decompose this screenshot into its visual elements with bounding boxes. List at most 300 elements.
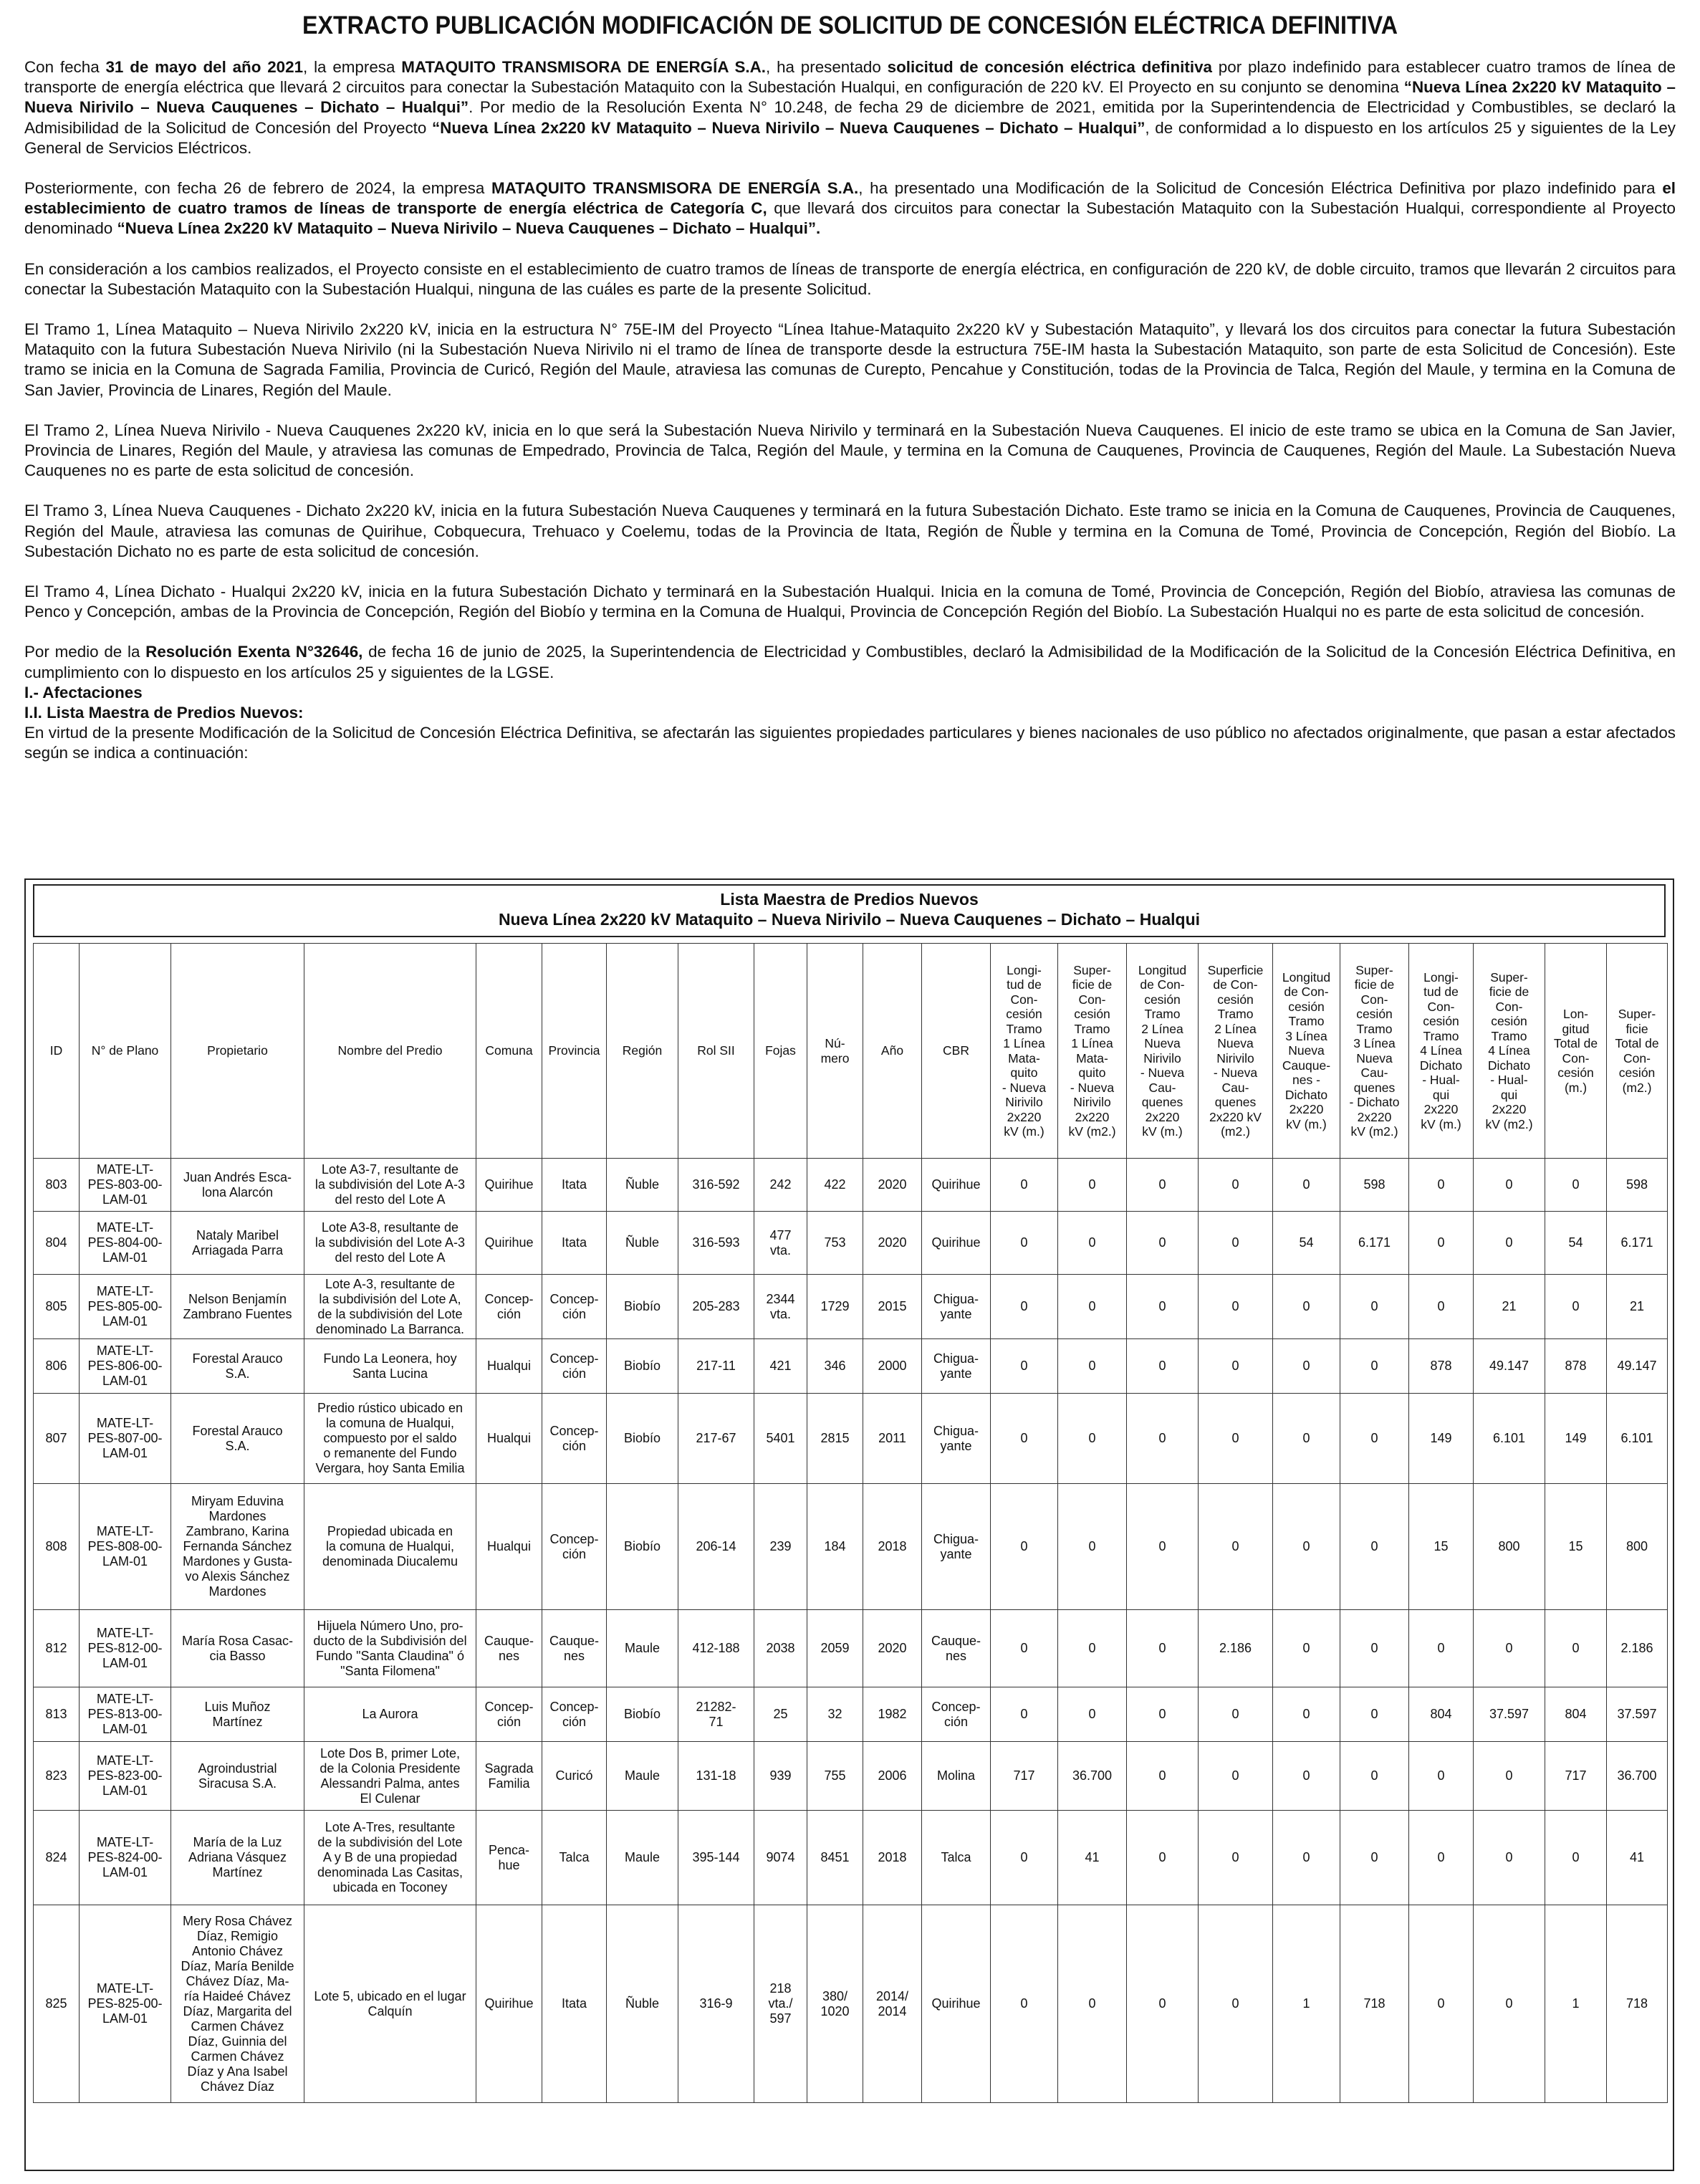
table-cell: Forestal Arauco S.A. bbox=[171, 1339, 304, 1394]
table-cell: Quirihue bbox=[476, 1905, 542, 2103]
column-header: Super- ficie de Con- cesión Tramo 3 Línea Nueva Cau- quenes - Dichato 2x220 kV (m2.) bbox=[1340, 944, 1409, 1159]
table-cell: 825 bbox=[34, 1905, 80, 2103]
table-cell: Fundo La Leonera, hoy Santa Lucina bbox=[304, 1339, 476, 1394]
table-cell: 0 bbox=[1127, 1610, 1199, 1687]
table-title-box bbox=[33, 884, 1666, 937]
table-cell: 346 bbox=[807, 1339, 863, 1394]
column-header: Rol SII bbox=[678, 944, 754, 1159]
table-cell: 217-11 bbox=[678, 1339, 754, 1394]
table-cell: Chigua- yante bbox=[922, 1339, 991, 1394]
table-row bbox=[34, 1610, 1668, 1687]
column-header: Super- ficie Total de Con- cesión (m2.) bbox=[1607, 944, 1668, 1159]
table-cell: 800 bbox=[1607, 1484, 1668, 1610]
paragraph-3 bbox=[24, 259, 1676, 300]
table-cell: 0 bbox=[1199, 1212, 1273, 1275]
table-cell: 2018 bbox=[863, 1811, 922, 1905]
column-header: Super- ficie de Con- cesión Tramo 1 Línea Mata- quito - Nueva Nirivilo 2x220 kV (m2.) bbox=[1058, 944, 1127, 1159]
column-header: Lon- gitud Total de Con- cesión (m.) bbox=[1545, 944, 1607, 1159]
table-cell: 807 bbox=[34, 1394, 80, 1484]
column-header: N° de Plano bbox=[80, 944, 171, 1159]
table-cell: 823 bbox=[34, 1742, 80, 1811]
table-cell: Lote 5, ubicado en el lugar Calquín bbox=[304, 1905, 476, 2103]
table-row bbox=[34, 1742, 1668, 1811]
table-cell: Quirihue bbox=[922, 1212, 991, 1275]
table-cell: Cauque- nes bbox=[922, 1610, 991, 1687]
text-run: , de conformidad a lo dispuesto en los artículos 25 y siguientes de la Ley General de Servicios Eléctricos. bbox=[24, 118, 1676, 157]
table-cell: 813 bbox=[34, 1687, 80, 1742]
table-cell: 0 bbox=[1127, 1811, 1199, 1905]
table-cell: MATE-LT- PES-824-00- LAM-01 bbox=[80, 1811, 171, 1905]
table-cell: Luis Muñoz Martínez bbox=[171, 1687, 304, 1742]
paragraph-1 bbox=[24, 57, 1676, 158]
table-header-row bbox=[34, 944, 1668, 1159]
table-cell: 21 bbox=[1474, 1275, 1545, 1339]
table-cell: Maule bbox=[607, 1811, 678, 1905]
predios-table-frame bbox=[24, 878, 1674, 2171]
table-cell: 412-188 bbox=[678, 1610, 754, 1687]
table-cell: 0 bbox=[1058, 1394, 1127, 1484]
table-cell: 184 bbox=[807, 1484, 863, 1610]
table-cell: 8451 bbox=[807, 1811, 863, 1905]
table-cell: Hualqui bbox=[476, 1339, 542, 1394]
table-cell: 0 bbox=[1340, 1394, 1409, 1484]
table-cell: Biobío bbox=[607, 1394, 678, 1484]
table-cell: Sagrada Familia bbox=[476, 1742, 542, 1811]
table-cell: 37.597 bbox=[1607, 1687, 1668, 1742]
table-cell: María de la Luz Adriana Vásquez Martínez bbox=[171, 1811, 304, 1905]
paragraph-6 bbox=[24, 501, 1676, 562]
bold-run: 31 de mayo del año 2021 bbox=[105, 58, 304, 76]
table-cell: Talca bbox=[922, 1811, 991, 1905]
table-cell: Cauque- nes bbox=[476, 1610, 542, 1687]
table-cell: 878 bbox=[1545, 1339, 1607, 1394]
table-cell: 0 bbox=[1409, 1610, 1474, 1687]
table-row bbox=[34, 1905, 1668, 2103]
paragraphs bbox=[24, 57, 1676, 683]
table-cell: 380/ 1020 bbox=[807, 1905, 863, 2103]
table-cell: 205-283 bbox=[678, 1275, 754, 1339]
table-cell: 718 bbox=[1340, 1905, 1409, 2103]
text-run: El Tramo 4, Línea Dichato - Hualqui 2x220 kV, inicia en la futura Subestación Dichato y terminará en la Subestación Hualqui. Inicia en la comuna de Tomé, Provincia de Concepción, Región del Biobío, atraviesa las comunas de Penco y Concepción, ambas de la Provincia de Concepción, Región del Biobío y termina en la Comuna de Hualqui, Provincia de Concepción Región del Biobío. La Subestación Hualqui no es parte de esta solicitud de concesión. bbox=[24, 583, 1676, 621]
table-cell: 0 bbox=[1199, 1394, 1273, 1484]
table-cell: 217-67 bbox=[678, 1394, 754, 1484]
table-cell: La Aurora bbox=[304, 1687, 476, 1742]
table-cell: 239 bbox=[754, 1484, 807, 1610]
document-title: EXTRACTO PUBLICACIÓN MODIFICACIÓN DE SOLICITUD DE CONCESIÓN ELÉCTRICA DEFINITIVA bbox=[302, 11, 1398, 39]
text-run: que llevará dos circuitos para conectar la Subestación Mataquito con la Subestación Hualqui, correspondiente al Proyecto denominado bbox=[24, 199, 1676, 238]
bold-run: el establecimiento de cuatro tramos de líneas de transporte de energía eléctrica de Categoría C, bbox=[24, 179, 1676, 218]
table-cell: 421 bbox=[754, 1339, 807, 1394]
table-cell: 422 bbox=[807, 1159, 863, 1212]
table-cell: Talca bbox=[542, 1811, 607, 1905]
table-cell: 0 bbox=[1545, 1275, 1607, 1339]
table-cell: Curicó bbox=[542, 1742, 607, 1811]
table-cell: 808 bbox=[34, 1484, 80, 1610]
table-cell: 0 bbox=[1273, 1742, 1340, 1811]
table-cell: 54 bbox=[1273, 1212, 1340, 1275]
table-cell: 149 bbox=[1409, 1394, 1474, 1484]
table-cell: Concep- ción bbox=[542, 1394, 607, 1484]
table-cell: Miryam Eduvina Mardones Zambrano, Karina Fernanda Sánchez Mardones y Gusta- vo Alexis Sánchez Mardones bbox=[171, 1484, 304, 1610]
table-cell: 149 bbox=[1545, 1394, 1607, 1484]
table-cell: 803 bbox=[34, 1159, 80, 1212]
table-cell: 0 bbox=[1340, 1275, 1409, 1339]
text-run: El Tramo 3, Línea Nueva Cauquenes - Dichato 2x220 kV, inicia en la futura Subestación Nueva Cauquenes y terminará en la futura Subestación Dichato. Este tramo se inicia en la Comuna de Cauquenes, Provincia de Cauquenes, Región del Maule, atraviesa las comunas de Quirihue, Cobquecura, Trehuaco y Coelemu, todas de la Provincia de Itata, Región de Ñuble y termina en la Comuna de Tomé, Provincia de Concepción, Región del Biobío. La Subestación Dichato no es parte de esta solicitud de concesión. bbox=[24, 502, 1676, 560]
table-cell: 49.147 bbox=[1607, 1339, 1668, 1394]
table-cell: 2014/ 2014 bbox=[863, 1905, 922, 2103]
column-header: Nombre del Predio bbox=[304, 944, 476, 1159]
table-title-line2: Nueva Línea 2x220 kV Mataquito – Nueva Nirivilo – Nueva Cauquenes – Dichato – Hualqui bbox=[498, 910, 1201, 929]
table-cell: 2018 bbox=[863, 1484, 922, 1610]
column-header: Longitud de Con- cesión Tramo 3 Línea Nueva Cauque- nes - Dichato 2x220 kV (m.) bbox=[1273, 944, 1340, 1159]
table-cell: 0 bbox=[1199, 1275, 1273, 1339]
table-cell: 878 bbox=[1409, 1339, 1474, 1394]
table-cell: 0 bbox=[1127, 1905, 1199, 2103]
table-cell: 0 bbox=[1409, 1275, 1474, 1339]
bold-run: MATAQUITO TRANSMISORA DE ENERGÍA S.A. bbox=[491, 179, 859, 198]
table-cell: Predio rústico ubicado en la comuna de Hualqui, compuesto por el saldo o remanente del Fundo Vergara, hoy Santa Emilia bbox=[304, 1394, 476, 1484]
table-cell: Biobío bbox=[607, 1339, 678, 1394]
table-cell: 800 bbox=[1474, 1484, 1545, 1610]
table-cell: Maule bbox=[607, 1610, 678, 1687]
text-run: por plazo indefinido para establecer cuatro tramos de línea de transporte de energía eléctrica que llevará 2 circuitos para conectar la Subestación Mataquito con la Subestación Hualqui, en configuración de 220 kV. El Proyecto en su conjunto se denomina bbox=[24, 58, 1676, 97]
table-cell: 0 bbox=[1340, 1339, 1409, 1394]
table-cell: 0 bbox=[1474, 1742, 1545, 1811]
table-cell: Juan Andrés Esca- lona Alarcón bbox=[171, 1159, 304, 1212]
table-cell: Propiedad ubicada en la comuna de Hualqui, denominada Diucalemu bbox=[304, 1484, 476, 1610]
table-cell: 0 bbox=[1340, 1484, 1409, 1610]
table-cell: 717 bbox=[991, 1742, 1058, 1811]
table-cell: 0 bbox=[1058, 1159, 1127, 1212]
table-cell: 0 bbox=[991, 1212, 1058, 1275]
table-cell: Penca- hue bbox=[476, 1811, 542, 1905]
table-cell: Lote A3-7, resultante de la subdivisión del Lote A-3 del resto del Lote A bbox=[304, 1159, 476, 1212]
table-cell: 2344 vta. bbox=[754, 1275, 807, 1339]
table-cell: 6.101 bbox=[1474, 1394, 1545, 1484]
table-cell: Lote A-Tres, resultante de la subdivisión del Lote A y B de una propiedad denominada Las Casitas, ubicada en Toconey bbox=[304, 1811, 476, 1905]
table-cell: 15 bbox=[1545, 1484, 1607, 1610]
table-title-line1: Lista Maestra de Predios Nuevos bbox=[720, 890, 979, 909]
table-cell: 41 bbox=[1607, 1811, 1668, 1905]
text-run: Por medio de la bbox=[24, 643, 146, 661]
table-cell: 1 bbox=[1273, 1905, 1340, 2103]
table-cell: 0 bbox=[1199, 1484, 1273, 1610]
table-cell: 477 vta. bbox=[754, 1212, 807, 1275]
table-cell: Chigua- yante bbox=[922, 1484, 991, 1610]
table-cell: 131-18 bbox=[678, 1742, 754, 1811]
table-cell: 0 bbox=[1409, 1212, 1474, 1275]
table-cell: 0 bbox=[1273, 1394, 1340, 1484]
table-cell: 0 bbox=[991, 1687, 1058, 1742]
table-row bbox=[34, 1484, 1668, 1610]
table-cell: 316-9 bbox=[678, 1905, 754, 2103]
table-cell: 6.101 bbox=[1607, 1394, 1668, 1484]
table-row bbox=[34, 1212, 1668, 1275]
table-cell: 2000 bbox=[863, 1339, 922, 1394]
table-cell: 0 bbox=[1409, 1742, 1474, 1811]
table-cell: 598 bbox=[1607, 1159, 1668, 1212]
paragraph-4 bbox=[24, 320, 1676, 401]
table-cell: 2059 bbox=[807, 1610, 863, 1687]
table-cell: 6.171 bbox=[1607, 1212, 1668, 1275]
section-heading: I.- Afectaciones bbox=[24, 683, 143, 701]
table-cell: Hualqui bbox=[476, 1394, 542, 1484]
column-header: Longitud de Con- cesión Tramo 2 Línea Nueva Nirivilo - Nueva Cau- quenes 2x220 kV (m.) bbox=[1127, 944, 1199, 1159]
bold-run: “Nueva Línea 2x220 kV Mataquito – Nueva Nirivilo – Nueva Cauquenes – Dichato – Hualqui”. bbox=[117, 219, 821, 238]
text-run: , la empresa bbox=[303, 58, 402, 76]
table-cell: 0 bbox=[1474, 1905, 1545, 2103]
table-cell: Concep- ción bbox=[476, 1687, 542, 1742]
column-header: ID bbox=[34, 944, 80, 1159]
table-row bbox=[34, 1811, 1668, 1905]
table-cell: 0 bbox=[1340, 1610, 1409, 1687]
text-run: En consideración a los cambios realizados, el Proyecto consiste en el establecimiento de cuatro tramos de líneas de transporte de energía eléctrica, en configuración de 220 kV, de doble circuito, tramos que llevarán 2 circuitos para conectar la Subestación Mataquito con la Subestación Hualqui, ninguna de las cuáles es parte de la presente Solicitud. bbox=[24, 259, 1676, 298]
column-header: Nú- mero bbox=[807, 944, 863, 1159]
column-header: CBR bbox=[922, 944, 991, 1159]
column-header: Longi- tud de Con- cesión Tramo 4 Línea Dichato - Hual- qui 2x220 kV (m.) bbox=[1409, 944, 1474, 1159]
table-cell: 0 bbox=[1273, 1811, 1340, 1905]
table-cell: 0 bbox=[991, 1159, 1058, 1212]
table-cell: 5401 bbox=[754, 1394, 807, 1484]
table-cell: 36.700 bbox=[1058, 1742, 1127, 1811]
table-cell: Maule bbox=[607, 1742, 678, 1811]
table-cell: MATE-LT- PES-813-00- LAM-01 bbox=[80, 1687, 171, 1742]
table-cell: 54 bbox=[1545, 1212, 1607, 1275]
table-cell: 824 bbox=[34, 1811, 80, 1905]
table-cell: MATE-LT- PES-807-00- LAM-01 bbox=[80, 1394, 171, 1484]
table-cell: 0 bbox=[1058, 1905, 1127, 2103]
bold-run: “Nueva Línea 2x220 kV Mataquito – Nueva Nirivilo – Nueva Cauquenes – Dichato – Hualqui” bbox=[24, 78, 1676, 117]
table-row bbox=[34, 1687, 1668, 1742]
table-cell: 242 bbox=[754, 1159, 807, 1212]
text-run: , ha presentado bbox=[766, 58, 888, 76]
table-cell: Hijuela Número Uno, pro- ducto de la Subdivisión del Fundo "Santa Claudina" ó "Santa Filomena" bbox=[304, 1610, 476, 1687]
table-cell: 806 bbox=[34, 1339, 80, 1394]
table-cell: 0 bbox=[1058, 1275, 1127, 1339]
table-cell: Concep- ción bbox=[542, 1687, 607, 1742]
table-cell: 9074 bbox=[754, 1811, 807, 1905]
table-cell: 0 bbox=[1058, 1610, 1127, 1687]
table-cell: Itata bbox=[542, 1212, 607, 1275]
predios-table bbox=[33, 943, 1668, 2103]
table-cell: Quirihue bbox=[922, 1159, 991, 1212]
table-cell: Biobío bbox=[607, 1484, 678, 1610]
column-header: Superficie de Con- cesión Tramo 2 Línea Nueva Nirivilo - Nueva Cau- quenes 2x220 kV (m2.) bbox=[1199, 944, 1273, 1159]
table-cell: 0 bbox=[1127, 1484, 1199, 1610]
bold-run: solicitud de concesión eléctrica definitiva bbox=[887, 58, 1212, 76]
table-cell: Itata bbox=[542, 1159, 607, 1212]
table-cell: 0 bbox=[1474, 1610, 1545, 1687]
table-cell: 717 bbox=[1545, 1742, 1607, 1811]
table-cell: Concep- ción bbox=[542, 1275, 607, 1339]
table-cell: 1 bbox=[1545, 1905, 1607, 2103]
table-cell: 6.171 bbox=[1340, 1212, 1409, 1275]
table-cell: 395-144 bbox=[678, 1811, 754, 1905]
table-cell: 2020 bbox=[863, 1159, 922, 1212]
table-cell: 805 bbox=[34, 1275, 80, 1339]
table-cell: 2815 bbox=[807, 1394, 863, 1484]
table-cell: 0 bbox=[991, 1484, 1058, 1610]
intro-text: En virtud de la presente Modificación de la Solicitud de Concesión Eléctrica Definitiva, se afectarán las siguientes propiedades particulares y bienes nacionales de uso público no afectados originalmente, que pasan a estar afectados según se indica a continuación: bbox=[24, 724, 1676, 762]
table-cell: 36.700 bbox=[1607, 1742, 1668, 1811]
table-cell: 0 bbox=[1474, 1811, 1545, 1905]
column-header: Fojas bbox=[754, 944, 807, 1159]
table-cell: 0 bbox=[1545, 1811, 1607, 1905]
table-row bbox=[34, 1339, 1668, 1394]
text-run: de fecha 16 de junio de 2025, la Superintendencia de Electricidad y Combustibles, declaró la Admisibilidad de la Modificación de la Solicitud de la Concesión Eléctrica Definitiva, en cumplimiento con lo dispuesto en los artículos 25 y siguientes de la LGSE. bbox=[24, 643, 1676, 681]
table-cell: 32 bbox=[807, 1687, 863, 1742]
table-cell: 0 bbox=[1474, 1159, 1545, 1212]
table-cell: 0 bbox=[1199, 1742, 1273, 1811]
table-cell: 0 bbox=[1058, 1687, 1127, 1742]
table-cell: 0 bbox=[1199, 1811, 1273, 1905]
table-cell: 1982 bbox=[863, 1687, 922, 1742]
table-cell: 0 bbox=[991, 1339, 1058, 1394]
table-cell: 0 bbox=[1273, 1159, 1340, 1212]
table-cell: Chigua- yante bbox=[922, 1275, 991, 1339]
table-cell: MATE-LT- PES-825-00- LAM-01 bbox=[80, 1905, 171, 2103]
paragraph-2 bbox=[24, 178, 1676, 239]
table-cell: 0 bbox=[1273, 1275, 1340, 1339]
table-cell: 598 bbox=[1340, 1159, 1409, 1212]
text-run: . Por medio de la Resolución Exenta N° 10.248, de fecha 29 de diciembre de 2021, emitida por la Superintendencia de Electricidad y Combustibles, se declaró la Admisibilidad de la Solicitud de Concesión del Proyecto bbox=[24, 98, 1676, 137]
table-cell: 0 bbox=[1199, 1159, 1273, 1212]
text-run: Con fecha bbox=[24, 58, 106, 76]
table-cell: 1729 bbox=[807, 1275, 863, 1339]
table-cell: 755 bbox=[807, 1742, 863, 1811]
table-cell: Cauque- nes bbox=[542, 1610, 607, 1687]
table-cell: 0 bbox=[1127, 1275, 1199, 1339]
table-cell: 316-592 bbox=[678, 1159, 754, 1212]
column-header: Comuna bbox=[476, 944, 542, 1159]
table-cell: 206-14 bbox=[678, 1484, 754, 1610]
column-header: Año bbox=[863, 944, 922, 1159]
table-cell: 2.186 bbox=[1607, 1610, 1668, 1687]
table-cell: 0 bbox=[1058, 1212, 1127, 1275]
text-run: El Tramo 2, Línea Nueva Nirivilo - Nueva Cauquenes 2x220 kV, inicia en lo que será la Subestación Nueva Nirivilo y terminará en la Subestación Nueva Cauquenes. El inicio de este tramo se ubica en la Comuna de San Javier, Provincia de Linares, Región del Maule, y atraviesa las comunas de Empedrado, Provincia de Talca, Región del Maule, y termina en la Comuna de Cauquenes, Provincia de Cauquenes, Región del Maule. La Subestación Nueva Cauquenes no es parte de esta solicitud de concesión. bbox=[24, 421, 1676, 480]
table-cell: 804 bbox=[1545, 1687, 1607, 1742]
table-cell: Itata bbox=[542, 1905, 607, 2103]
table-cell: 0 bbox=[991, 1610, 1058, 1687]
table-cell: 2020 bbox=[863, 1610, 922, 1687]
table-cell: 0 bbox=[1273, 1687, 1340, 1742]
text-run: Posteriormente, con fecha 26 de febrero de 2024, la empresa bbox=[24, 179, 491, 198]
bold-run: Resolución Exenta N°32646, bbox=[145, 643, 363, 661]
table-cell: 0 bbox=[991, 1275, 1058, 1339]
table-cell: 2020 bbox=[863, 1212, 922, 1275]
table-cell: 0 bbox=[1058, 1484, 1127, 1610]
table-cell: Quirihue bbox=[476, 1212, 542, 1275]
table-cell: Nataly Maribel Arriagada Parra bbox=[171, 1212, 304, 1275]
paragraph-8 bbox=[24, 642, 1676, 682]
table-cell: Biobío bbox=[607, 1687, 678, 1742]
table-cell: 0 bbox=[991, 1905, 1058, 2103]
column-header: Región bbox=[607, 944, 678, 1159]
table-cell: 49.147 bbox=[1474, 1339, 1545, 1394]
table-cell: María Rosa Casac- cia Basso bbox=[171, 1610, 304, 1687]
text-run: , ha presentado una Modificación de la Solicitud de Concesión Eléctrica Definitiva por plazo indefinido para bbox=[858, 179, 1663, 198]
table-cell: Concep- ción bbox=[922, 1687, 991, 1742]
table-cell: 2015 bbox=[863, 1275, 922, 1339]
table-cell: 0 bbox=[1127, 1159, 1199, 1212]
table-cell: 0 bbox=[1127, 1339, 1199, 1394]
table-cell: MATE-LT- PES-804-00- LAM-01 bbox=[80, 1212, 171, 1275]
table-cell: 0 bbox=[1409, 1159, 1474, 1212]
table-cell: Molina bbox=[922, 1742, 991, 1811]
table-cell: Hualqui bbox=[476, 1484, 542, 1610]
table-cell: 0 bbox=[1199, 1687, 1273, 1742]
table-cell: 2011 bbox=[863, 1394, 922, 1484]
column-header: Super- ficie de Con- cesión Tramo 4 Línea Dichato - Hual- qui 2x220 kV (m2.) bbox=[1474, 944, 1545, 1159]
table-cell: 0 bbox=[1058, 1339, 1127, 1394]
table-cell: 0 bbox=[1273, 1610, 1340, 1687]
table-cell: Forestal Arauco S.A. bbox=[171, 1394, 304, 1484]
table-cell: 0 bbox=[1474, 1212, 1545, 1275]
table-cell: 0 bbox=[1273, 1339, 1340, 1394]
table-cell: 0 bbox=[991, 1811, 1058, 1905]
table-cell: 0 bbox=[1409, 1811, 1474, 1905]
table-cell: 37.597 bbox=[1474, 1687, 1545, 1742]
bold-run: MATAQUITO TRANSMISORA DE ENERGÍA S.A. bbox=[401, 58, 767, 76]
table-cell: Mery Rosa Chávez Díaz, Remigio Antonio Chávez Díaz, María Benilde Chávez Díaz, Ma- ría Haideé Chávez Díaz, Margarita del Carmen Chávez Díaz, Guinnia del Carmen Chávez Díaz y Ana Isabel Chávez Díaz bbox=[171, 1905, 304, 2103]
table-cell: 0 bbox=[1127, 1687, 1199, 1742]
table-cell: MATE-LT- PES-812-00- LAM-01 bbox=[80, 1610, 171, 1687]
table-cell: 753 bbox=[807, 1212, 863, 1275]
table-cell: Ñuble bbox=[607, 1905, 678, 2103]
table-cell: 25 bbox=[754, 1687, 807, 1742]
table-cell: Nelson Benjamín Zambrano Fuentes bbox=[171, 1275, 304, 1339]
table-cell: Concep- ción bbox=[476, 1275, 542, 1339]
table-cell: Chigua- yante bbox=[922, 1394, 991, 1484]
table-cell: 812 bbox=[34, 1610, 80, 1687]
table-cell: Biobío bbox=[607, 1275, 678, 1339]
table-cell: 0 bbox=[1409, 1905, 1474, 2103]
column-header: Provincia bbox=[542, 944, 607, 1159]
column-header: Propietario bbox=[171, 944, 304, 1159]
table-cell: MATE-LT- PES-806-00- LAM-01 bbox=[80, 1339, 171, 1394]
table-cell: 15 bbox=[1409, 1484, 1474, 1610]
table-cell: 0 bbox=[1545, 1159, 1607, 1212]
table-cell: MATE-LT- PES-803-00- LAM-01 bbox=[80, 1159, 171, 1212]
table-cell: 21 bbox=[1607, 1275, 1668, 1339]
document-body bbox=[24, 57, 1676, 764]
table-cell: Agroindustrial Siracusa S.A. bbox=[171, 1742, 304, 1811]
table-row bbox=[34, 1394, 1668, 1484]
table-row bbox=[34, 1275, 1668, 1339]
table-cell: Lote Dos B, primer Lote, de la Colonia Presidente Alessandri Palma, antes El Culenar bbox=[304, 1742, 476, 1811]
table-cell: 939 bbox=[754, 1742, 807, 1811]
table-cell: MATE-LT- PES-805-00- LAM-01 bbox=[80, 1275, 171, 1339]
table-cell: 0 bbox=[1340, 1742, 1409, 1811]
table-cell: 41 bbox=[1058, 1811, 1127, 1905]
paragraph-7 bbox=[24, 582, 1676, 622]
table-cell: 804 bbox=[34, 1212, 80, 1275]
table-cell: 0 bbox=[1340, 1687, 1409, 1742]
table-row bbox=[34, 1159, 1668, 1212]
table-cell: 0 bbox=[991, 1394, 1058, 1484]
table-cell: 804 bbox=[1409, 1687, 1474, 1742]
table-cell: 2038 bbox=[754, 1610, 807, 1687]
subsection-heading: I.I. Lista Maestra de Predios Nuevos: bbox=[24, 704, 304, 722]
text-run: El Tramo 1, Línea Mataquito – Nueva Nirivilo 2x220 kV, inicia en la estructura N° 75E-IM del Proyecto “Línea Itahue-Mataquito 2x220 kV y Subestación Mataquito”, y llevará los dos circuitos para conectar la futura Subestación Mataquito con la futura Subestación Nueva Nirivilo (ni la Subestación Nueva Nirivilo ni el tramo de línea de transporte desde la estructura 75E-IM hasta la Subestación Mataquito, son parte de esta Solicitud de Concesión). Este tramo se inicia en la Comuna de Sagrada Familia, Provincia de Curicó, Región del Maule, atraviesa las comunas de Curepto, Pencahue y Constitución, todas de la Provincia de Talca, Región del Maule, y termina en la Comuna de San Javier, Provincia de Linares, Región del Maule. bbox=[24, 320, 1676, 399]
paragraph-5 bbox=[24, 421, 1676, 482]
table-cell: Ñuble bbox=[607, 1159, 678, 1212]
table-cell: 218 vta./ 597 bbox=[754, 1905, 807, 2103]
table-cell: 0 bbox=[1199, 1905, 1273, 2103]
table-cell: Concep- ción bbox=[542, 1484, 607, 1610]
table-cell: 316-593 bbox=[678, 1212, 754, 1275]
table-cell: 0 bbox=[1127, 1212, 1199, 1275]
